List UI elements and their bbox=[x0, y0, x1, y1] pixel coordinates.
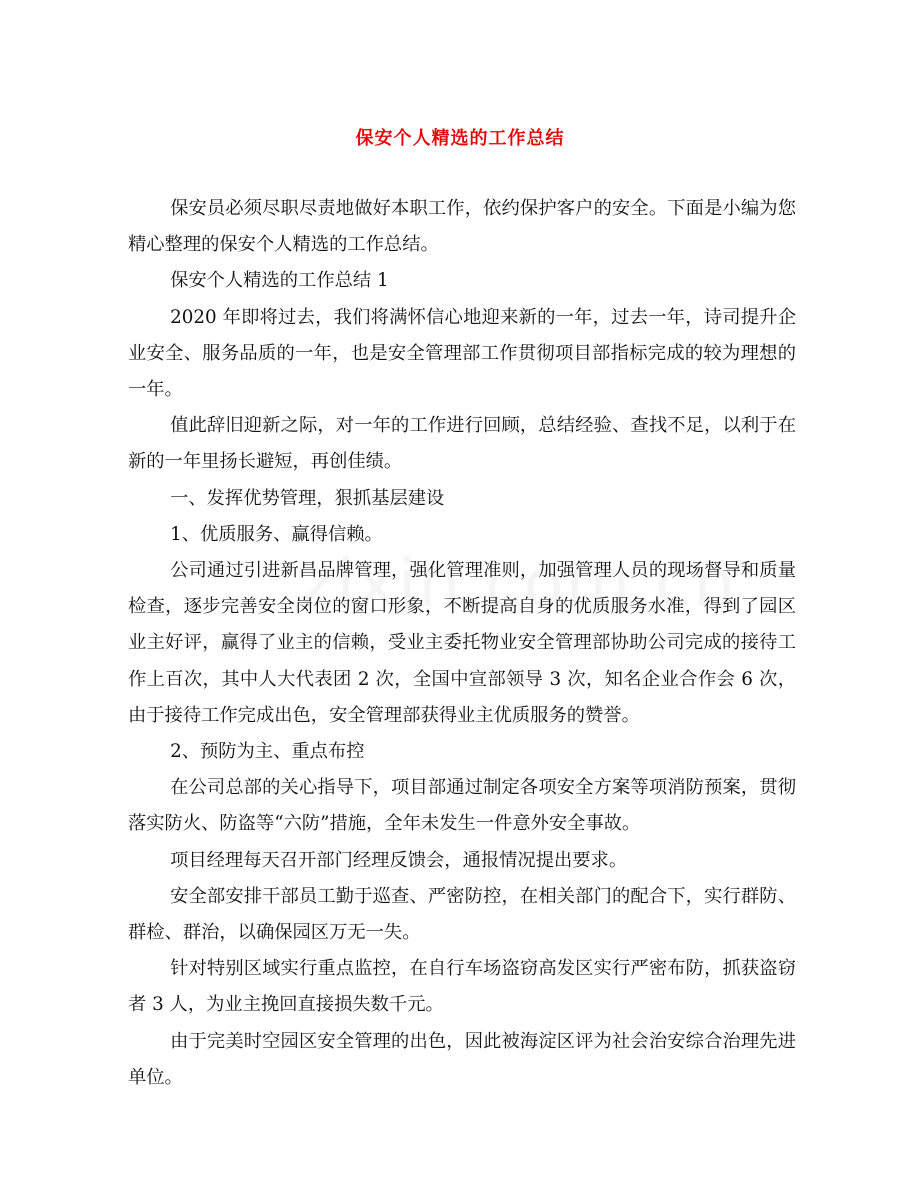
paragraph: 在公司总部的关心指导下，项目部通过制定各项安全方案等项消防预案，贯彻落实防火、防盗等“六防”措施，全年未发生一件意外安全事故。 bbox=[128, 777, 796, 835]
item-heading: 2、预防为主、重点布控 bbox=[170, 741, 365, 763]
subsection-heading: 一、发挥优势管理，狠抓基层建设 bbox=[170, 487, 445, 509]
paragraph: 安全部安排干部员工勤于巡查、严密防控，在相关部门的配合下，实行群防、群检、群治，以确保园区万无一失。 bbox=[128, 885, 796, 944]
paragraph: 值此辞旧迎新之际，对一年的工作进行回顾，总结经验、查找不足，以利于在新的一年里扬长避短，再创佳绩。 bbox=[128, 415, 796, 473]
document-body bbox=[128, 191, 796, 1096]
paragraph: 2020 年即将过去，我们将满怀信心地迎来新的一年，过去一年，诗司提升企业安全、服务品质的一年，也是安全管理部工作贯彻项目部指标完成的较为理想的一年。 bbox=[128, 306, 796, 401]
paragraph: 公司通过引进新昌品牌管理，强化管理准则，加强管理人员的现场督导和质量检查，逐步完善安全岗位的窗口形象，不断提高自身的优质服务水准，得到了园区业主好评，赢得了业主的信赖，受业主委托物业安全管理部协助公司完成的接待工作上百次，其中人大代表团 2 次，全国中宣部领导 3 次，知名企业合作会 6 次，由于接待工作完成出色，安全管理部获得业主优质服务的赞誉。 bbox=[128, 560, 796, 726]
document-title: 保安个人精选的工作总结 bbox=[355, 128, 565, 149]
paragraph-intro: 保安员必须尽职尽责地做好本职工作，依约保护客户的安全。下面是小编为您精心整理的保安个人精选的工作总结。 bbox=[128, 198, 796, 256]
paragraph: 针对特别区域实行重点监控，在自行车场盗窃高发区实行严密布防，抓获盗窃者 3 人，为业主挽回直接损失数千元。 bbox=[128, 958, 796, 1016]
section-heading: 保安个人精选的工作总结 1 bbox=[170, 270, 389, 292]
paragraph: 项目经理每天召开部门经理反馈会，通报情况提出要求。 bbox=[170, 849, 628, 871]
paragraph: 由于完美时空园区安全管理的出色，因此被海淀区评为社会治安综合治理先进单位。 bbox=[128, 1030, 796, 1088]
item-heading: 1、优质服务、赢得信赖。 bbox=[170, 523, 383, 545]
